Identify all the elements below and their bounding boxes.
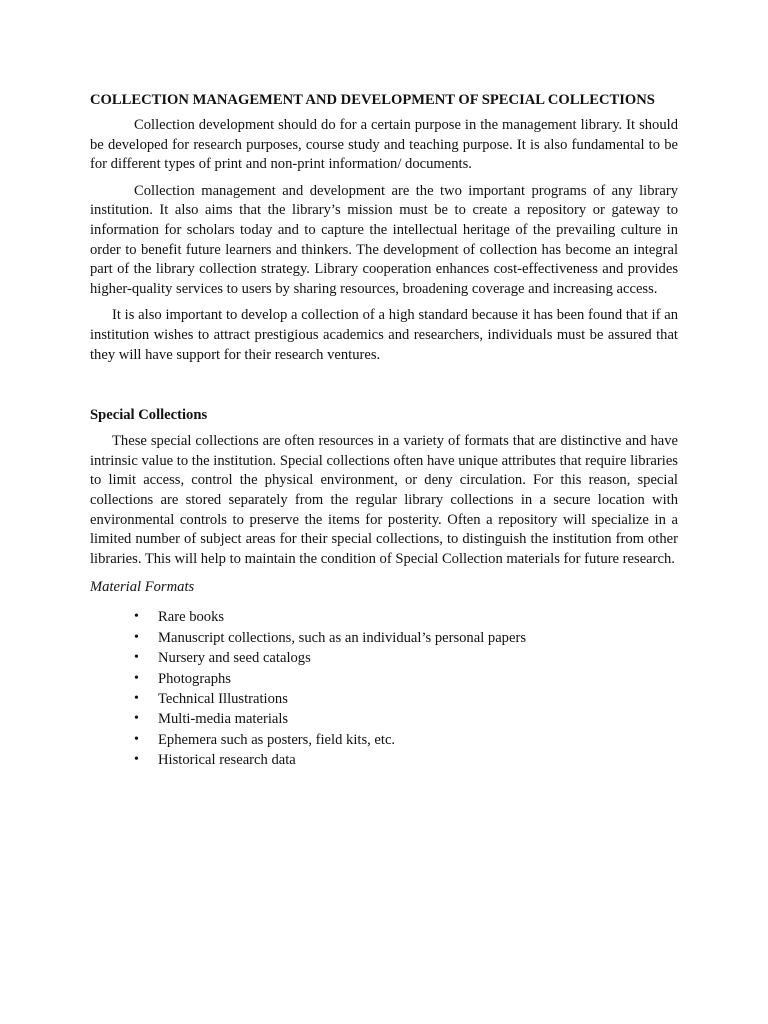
list-item-text: Historical research data [158, 752, 296, 769]
list-item-text: Ephemera such as posters, field kits, etc. [158, 731, 396, 748]
list-item-text: Photographs [158, 670, 231, 687]
list-item [90, 730, 678, 750]
bullet-icon: • [134, 690, 139, 706]
list-item-text: Rare books [158, 609, 225, 626]
paragraph-high-standard: It is also important to develop a collection of a high standard because it has been found that if an institution wishes to attract prestigious academics and researchers, individuals must be assured that they will have support for their research ventures. [90, 307, 678, 363]
document-title: COLLECTION MANAGEMENT AND DEVELOPMENT OF SPECIAL COLLECTIONS [90, 92, 655, 108]
list-item [90, 628, 678, 648]
list-item [90, 689, 678, 709]
bullet-icon: • [134, 731, 139, 747]
material-formats-list [90, 607, 678, 770]
bullet-icon: • [134, 629, 139, 645]
list-item [90, 607, 678, 627]
document-body [90, 90, 678, 771]
material-formats-heading: Material Formats [90, 579, 195, 596]
special-collections-heading: Special Collections [90, 407, 208, 424]
bullet-icon: • [134, 752, 139, 768]
bullet-icon: • [134, 609, 139, 625]
bullet-icon: • [134, 711, 139, 727]
paragraph-collection-management: Collection management and development are the two important programs of any library institution. It also aims that the library’s mission must be to create a repository or gateway to information for scholars today and to capture the intellectual heritage of the prevailing culture in order to benefit future learners and thinkers. The development of collection has become an integral part of the library collection strategy. Library cooperation enhances cost-effectiveness and provides higher-quality services to users by sharing resources, broadening coverage and increasing access. [90, 182, 678, 297]
paragraph-special-collections: These special collections are often resources in a variety of formats that are distinctive and have intrinsic value to the institution. Special collections often have unique attributes that require libraries to limit access, control the physical environment, or deny circulation. For this reason, special collections are stored separately from the regular library collections in a secure location with environmental controls to preserve the items for posterity. Often a repository will specialize in a limited number of subject areas for their special collections, to distinguish the institution from other libraries. This will help to maintain the condition of Special Collection materials for future research. [90, 433, 678, 567]
list-item-text: Multi-media materials [158, 711, 289, 728]
bullet-icon: • [134, 650, 139, 666]
list-item [90, 648, 678, 668]
paragraph-collection-development: Collection development should do for a certain purpose in the management library. It should be developed for research purposes, course study and teaching purpose. It is also fundamental to be for different types of print and non-print information/ documents. [90, 117, 678, 173]
list-item [90, 750, 678, 770]
list-item-text: Manuscript collections, such as an individual’s personal papers [158, 629, 527, 646]
list-item [90, 709, 678, 729]
list-item [90, 669, 678, 689]
list-item-text: Technical Illustrations [158, 690, 288, 707]
list-item-text: Nursery and seed catalogs [158, 650, 311, 667]
bullet-icon: • [134, 670, 139, 686]
